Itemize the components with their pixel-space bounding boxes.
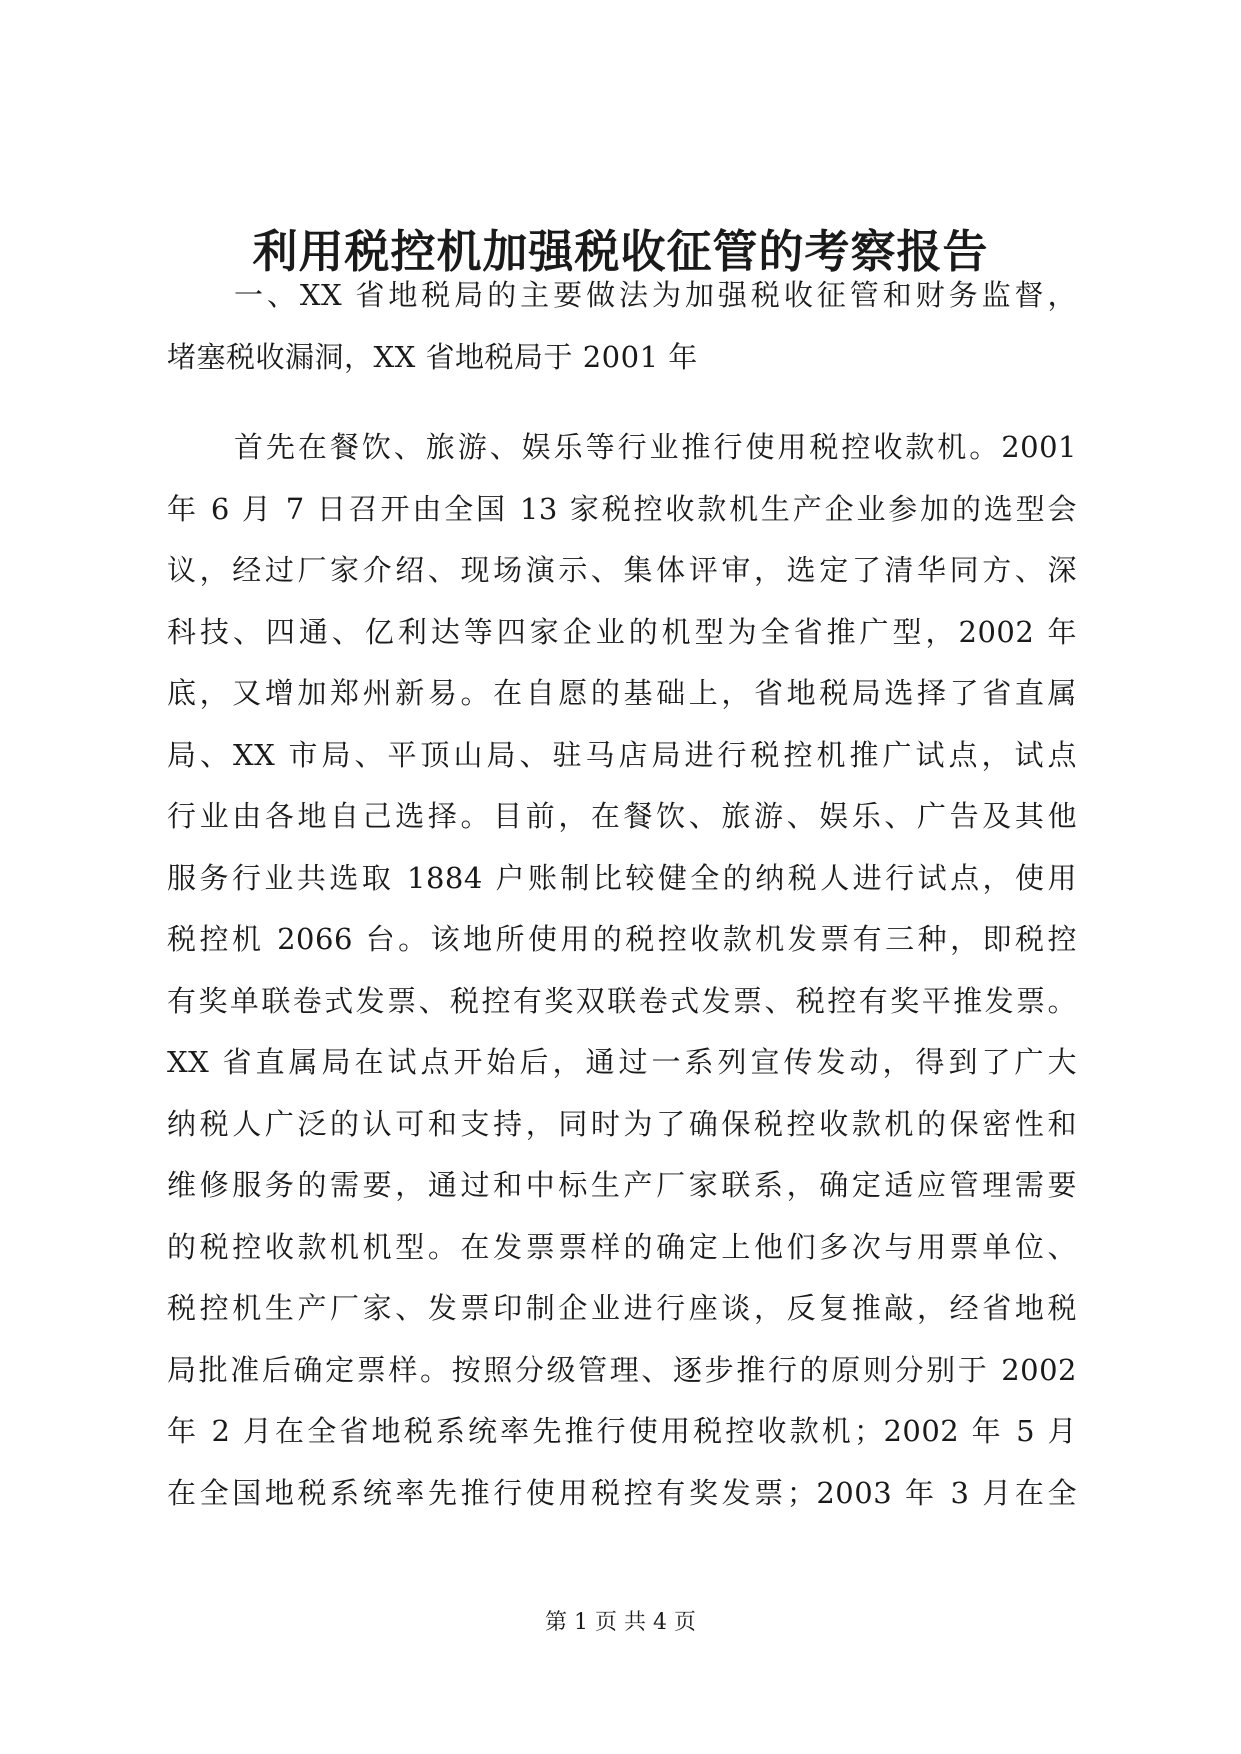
text-line: 在全国地税系统率先推行使用税控有奖发票；2003 年 3 月在全 bbox=[167, 1475, 1077, 1510]
text-line: 底，又增加郑州新易。在自愿的基础上，省地税局选择了省直属 bbox=[167, 676, 1077, 710]
text-line: XX 省直属局在试点开始后，通过一系列宣传发动，得到了广大 bbox=[167, 1045, 1077, 1079]
text-line: 维修服务的需要，通过和中标生产厂家联系，确定适应管理需要 bbox=[167, 1168, 1077, 1202]
text-line: 首先在餐饮、旅游、娱乐等行业推行使用税控收款机。2001 bbox=[234, 430, 1077, 464]
text-line: 堵塞税收漏洞，XX 省地税局于 2001 年 bbox=[167, 339, 698, 374]
text-line: 税控机 2066 台。该地所使用的税控收款机发票有三种，即税控 bbox=[167, 922, 1077, 956]
text-line: 年 6 月 7 日召开由全国 13 家税控收款机生产企业参加的选型会 bbox=[167, 491, 1077, 526]
text-line: 纳税人广泛的认可和支持，同时为了确保税控收款机的保密性和 bbox=[167, 1106, 1077, 1141]
text-line: 服务行业共选取 1884 户账制比较健全的纳税人进行试点，使用 bbox=[167, 860, 1077, 895]
text-line: 税控机生产厂家、发票印制企业进行座谈，反复推敲，经省地税 bbox=[167, 1291, 1077, 1325]
text-line: 年 2 月在全省地税系统率先推行使用税控收款机；2002 年 5 月 bbox=[167, 1414, 1077, 1448]
document-title: 利用税控机加强税收征管的考察报告 bbox=[252, 225, 989, 278]
text-line: 一、XX 省地税局的主要做法为加强税收征管和财务监督， bbox=[234, 278, 1077, 312]
paragraph-1 bbox=[167, 265, 1077, 388]
page-footer: 第 1 页 共 4 页 bbox=[545, 1610, 696, 1635]
text-line: 议，经过厂家介绍、现场演示、集体评审，选定了清华同方、深 bbox=[167, 553, 1077, 587]
text-line: 的税控收款机机型。在发票票样的确定上他们多次与用票单位、 bbox=[167, 1229, 1077, 1264]
text-line: 科技、四通、亿利达等四家企业的机型为全省推广型，2002 年 bbox=[167, 614, 1077, 649]
text-line: 局、XX 市局、平顶山局、驻马店局进行税控机推广试点，试点 bbox=[167, 737, 1077, 772]
text-line: 行业由各地自己选择。目前，在餐饮、旅游、娱乐、广告及其他 bbox=[167, 799, 1077, 833]
paragraph-2 bbox=[167, 417, 1077, 1524]
text-line: 有奖单联卷式发票、税控有奖双联卷式发票、税控有奖平推发票。 bbox=[167, 983, 1077, 1018]
text-line: 局批准后确定票样。按照分级管理、逐步推行的原则分别于 2002 bbox=[167, 1352, 1077, 1387]
